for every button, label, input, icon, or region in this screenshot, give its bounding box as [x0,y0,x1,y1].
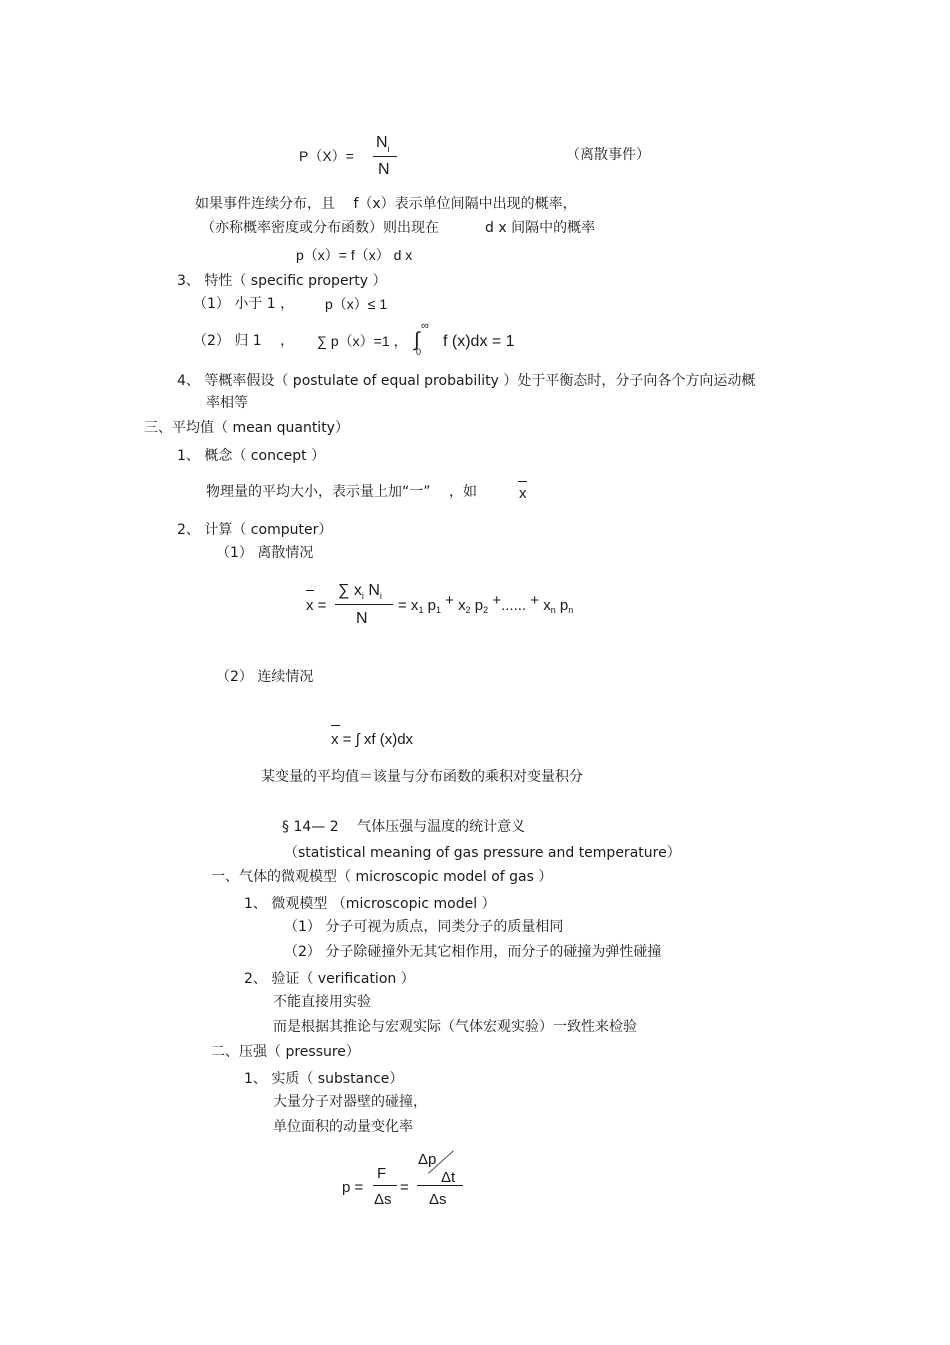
substance-item-a: 大量分子对器壁的碰撞， [273,1094,427,1110]
property-item2-sum: ∑ p（x）=1 ， [317,333,408,349]
model-heading: 一、气体的微观模型（ microscopic model of gas ） [211,869,553,885]
pressure-heading: 二、压强（ pressure） [211,1044,360,1060]
equal-prob-line1: 4、 等概率假设（ postulate of equal probability ）处于平衡态时，分子向各个方向运动概 [177,373,756,389]
verify-heading: 2、 验证（ verification ） [244,971,415,987]
continuous-line2b: d x 间隔中的概率 [485,220,596,236]
px-numerator: $N_i$ [376,134,390,154]
discrete-overbar [306,590,314,591]
continuous-label: （2） 连续情况 [216,669,314,685]
px-denominator: N [378,161,390,178]
continuous-note: 某变量的平均值＝该量与分布函数的乘积对变量积分 [261,769,583,785]
p-formula-lhs: p = [342,1179,364,1196]
section3-heading: 三、平均值（ mean quantity） [144,420,349,436]
concept-text: 物理量的平均大小，表示量上加“一” ，如 [206,484,477,500]
p-formula-dt: Δt [441,1169,456,1186]
px-fraction-bar [373,156,397,157]
verify-item-a: 不能直接用实验 [273,994,371,1010]
substance-heading: 1、 实质（ substance） [244,1071,404,1087]
continuous-overbar [331,725,340,726]
substance-item-b: 单位面积的动量变化率 [273,1119,413,1135]
discrete-denominator: N [356,610,368,627]
concept-symbol: x [519,485,527,502]
concept-heading: 1、 概念（ concept ） [177,448,326,464]
continuous-line2a: （亦称概率密度或分布函数）则出现在 [201,220,439,236]
verify-item-b: 而是根据其推论与宏观实际（气体宏观实验）一致性来检验 [273,1019,637,1035]
p-formula-bar1 [373,1185,397,1186]
discrete-rhs: = $x_1$ $p_1 + x_2$ $p_2$ +...... + $x_n$ $p_n$ [398,592,574,615]
continuous-line1: 如果事件连续分布，且 f（x）表示单位间隔中出现的概率， [195,196,577,212]
p-formula-F: F [377,1165,387,1182]
model1-heading: 1、 微观模型 （microscopic model ） [244,896,496,912]
discrete-lhs: x = [306,597,327,614]
px-note: （离散事件） [566,147,650,163]
integral-sign: ∫ [414,329,420,351]
property-item1-formula: p（x）≤ 1 [325,296,388,312]
continuous-formula: p（x）= f（x） d x [296,247,413,263]
p-formula-ds2: Δs [429,1191,447,1208]
property-heading: 3、 特性（ specific property ） [177,273,387,289]
property-item2-label: （2） 归 1 ， [193,333,295,349]
px-lhs: P（X）= [299,148,354,164]
discrete-numerator: ∑ $x_i$ $N_i$ [338,582,382,601]
p-formula-bar2 [417,1185,463,1186]
property-item2-integral: f (x)dx = 1 [443,333,515,350]
property-item1-label: （1） 小于 1 ， [193,296,295,312]
model1-item-b: （2） 分子除碰撞外无其它相作用，而分子的碰撞为弹性碰撞 [284,944,662,960]
section14-subtitle: （statistical meaning of gas pressure and temperature） [284,845,681,861]
integral-upper-limit: ∞ [421,320,429,332]
calc-heading: 2、 计算（ computer） [177,522,333,538]
discrete-label: （1） 离散情况 [216,545,314,561]
integral-lower-limit: 0 [416,347,422,357]
equal-prob-line2: 率相等 [206,395,248,411]
p-formula-ds: Δs [374,1191,392,1208]
discrete-fraction-bar [335,604,393,605]
continuous-mean-formula: x = ∫ xf (x)dx [331,731,414,748]
p-formula-dp: Δp [418,1151,437,1168]
model1-item-a: （1） 分子可视为质点，同类分子的质量相同 [284,919,564,935]
p-formula-eq: = [400,1179,409,1196]
concept-overbar [518,481,527,482]
section14-title: § 14— 2 气体压强与温度的统计意义 [282,819,526,835]
